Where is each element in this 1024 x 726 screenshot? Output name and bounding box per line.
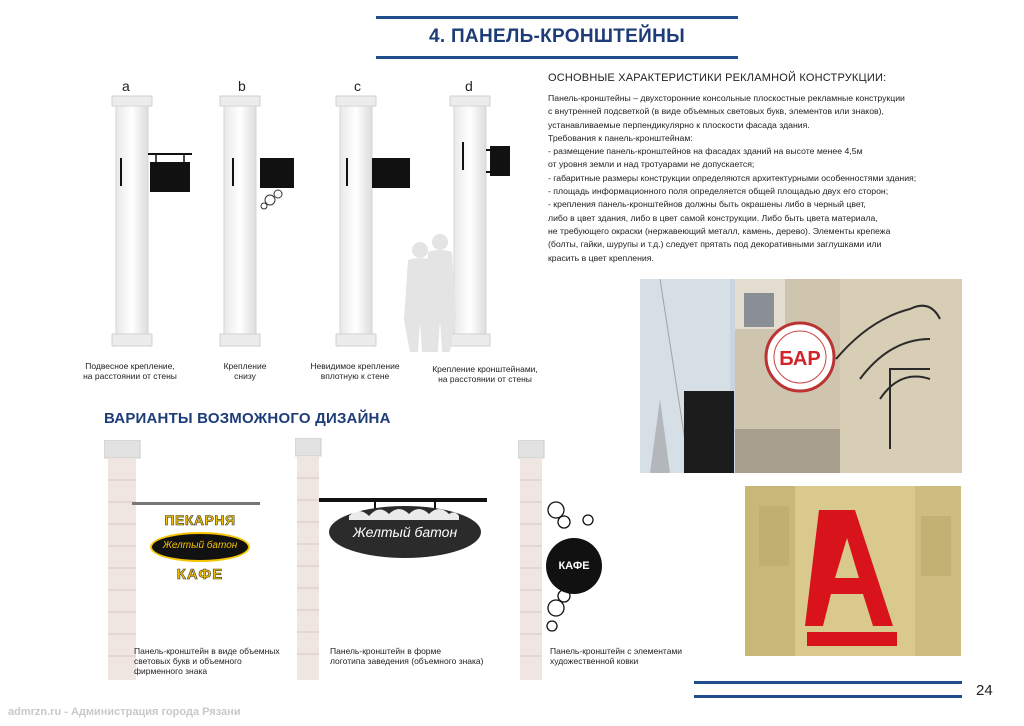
- header-rule-bottom: [376, 56, 738, 59]
- footer-rule-bottom: [694, 695, 962, 698]
- characteristics-text: Панель-кронштейны – двухсторонние консольные плоскостные рекламные конструкции с внутренней подсветкой (в виде объемных световых букв, элементов или знаков), устанавливаемые перпендикулярно к плоскости фасада здания. Требования к панель-кронштейнам: - размещение панель-кронштейнов на фасадах зданий на высоте менее 4,5м от уровня земли и над тротуарами не допускается; - габаритные размеры конструкции определяются архитектурными особенностями здания; - площадь информационного поля определяется общей площадью двух его сторон; - крепления панель-кронштейнов должны быть окрашены либо в черный цвет, либо в цвет здания, либо в цвет самой конструкции. Либо быть цвета материала, не требующего окраски (нержавеющий металл, камень, дерево). Элементы крепежа (болты, гайки, шурупы и т.д.) следует прятать под декоративными заглушками или красить в цвет крепления.: [548, 93, 917, 263]
- column-b: [220, 96, 294, 346]
- header-rule-top: [376, 16, 738, 19]
- page-title: 4. ПАНЕЛЬ-КРОНШТЕЙНЫ: [428, 26, 686, 47]
- column-caption-b: Крепление снизу: [223, 361, 267, 381]
- column-letter-b: b: [238, 78, 246, 94]
- variant-1-caption: Панель-кронштейн в виде объемных световых букв и объемного фирменного знака: [134, 646, 280, 676]
- column-c: [336, 96, 410, 346]
- bar-sign-photo: [640, 279, 962, 473]
- column-a: [112, 96, 192, 346]
- column-letter-a: a: [122, 78, 130, 94]
- column-letter-c: c: [354, 78, 361, 94]
- variant-1-sign-bottom: КАФЕ: [176, 566, 224, 583]
- variant-3-caption: Панель-кронштейн с элементами художественной ковки: [550, 646, 683, 666]
- column-caption-a: Подвесное крепление, на расстоянии от стены: [83, 361, 177, 381]
- variant-1-sign-top: ПЕКАРНЯ: [164, 512, 236, 528]
- people-silhouette: [404, 234, 456, 352]
- bank-letter-photo: [745, 486, 961, 656]
- column-d: [450, 96, 510, 346]
- characteristics-heading: ОСНОВНЫЕ ХАРАКТЕРИСТИКИ РЕКЛАМНОЙ КОНСТРУКЦИИ:: [548, 72, 887, 84]
- page-number: 24: [976, 682, 993, 699]
- column-drawings: [100, 90, 540, 352]
- column-letter-d: d: [465, 78, 473, 94]
- variants-heading: ВАРИАНТЫ ВОЗМОЖНОГО ДИЗАЙНА: [104, 410, 391, 427]
- variant-2-sign-text: Желтый батон: [352, 524, 458, 540]
- variant-3-sign-text: КАФЕ: [558, 560, 590, 572]
- bar-sign-text: БАР: [779, 348, 821, 370]
- column-caption-c: Невидимое крепление вплотную к стене: [310, 361, 400, 381]
- column-caption-d: Крепление кронштейнами, на расстоянии от стены: [432, 364, 538, 384]
- footer-rule-top: [694, 681, 962, 684]
- variant-2-drawing: [295, 438, 495, 680]
- variant-1-sign: [148, 512, 252, 590]
- bank-letter: А: [945, 652, 946, 653]
- variant-1-sign-mid: Желтый батон: [162, 540, 238, 551]
- variant-2-caption: Панель-кронштейн в форме логотипа заведения (объемного знака): [330, 646, 484, 666]
- site-watermark: admrzn.ru - Администрация города Рязани: [8, 706, 241, 718]
